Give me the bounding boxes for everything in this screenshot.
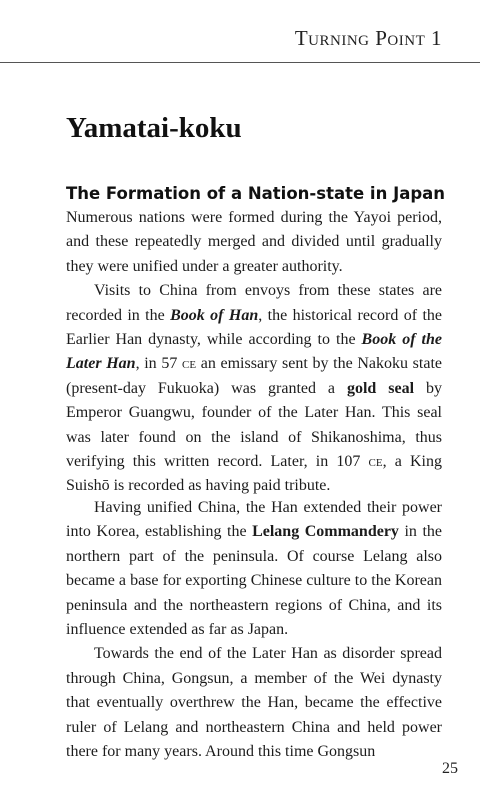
gold-seal-term: gold seal	[346, 379, 415, 397]
book-of-han-title: Book of Han	[170, 306, 259, 324]
paragraph-2-text-5: by Emperor Guangwu, founder of the Later Han. This seal was later found on the island of Shikanoshima, thus verifying this written record. Later, in 107	[66, 379, 443, 471]
paragraph-2-text-2: , the historical record of the Earlier Han dynasty, while according to the	[66, 306, 443, 349]
section-heading: The Formation of a Nation-state in Japan	[66, 184, 446, 203]
era-abbreviation: ce	[368, 454, 383, 471]
body-text-block-1	[66, 206, 442, 499]
paragraph-1: Numerous nations were formed during the Yayoi period, and these repeatedly merged and divided until gradually they were unified under a greater authority.	[66, 209, 442, 275]
paragraph-2	[66, 279, 442, 499]
paragraph-2-text-1: Visits to China from envoys from these states are recorded in the	[66, 282, 442, 324]
paragraph-3-text-2: in the northern part of the peninsula. Of course Lelang also became a base for exporting Chinese culture to the Korean peninsula and the northeastern regions of China, and its influence extended as far as Japan.	[66, 523, 442, 639]
lelang-commandery-term: Lelang Commandery	[252, 523, 399, 541]
paragraph-2-text-6: , a King Suishō is recorded as having paid tribute.	[66, 453, 443, 495]
paragraph-3	[66, 496, 442, 642]
paragraph-3-text-1: Having unified China, the Han extended their power into Korea, establishing the	[66, 499, 442, 541]
body-text-block-2	[66, 496, 442, 764]
paragraph-2-text-4: an emissary sent by the Nakoku state (present-day Fukuoka) was granted a	[66, 355, 443, 397]
paragraph-4: Towards the end of the Later Han as disorder spread through China, Gongsun, a member of the Wei dynasty that eventually overthrew the Han, became the effective ruler of Lelang and northeastern China and held power there for many years. Around this time Gongsun	[66, 645, 442, 761]
book-of-later-han-title: Book of the Later Han	[66, 331, 442, 373]
page-number: 25	[442, 760, 458, 777]
running-header	[0, 0, 480, 63]
running-header-title: Turning Point 1	[294, 26, 442, 50]
paragraph-2-text-3: , in 57	[135, 355, 183, 373]
era-abbreviation: ce	[182, 356, 197, 373]
chapter-title: Yamatai-koku	[66, 112, 242, 144]
